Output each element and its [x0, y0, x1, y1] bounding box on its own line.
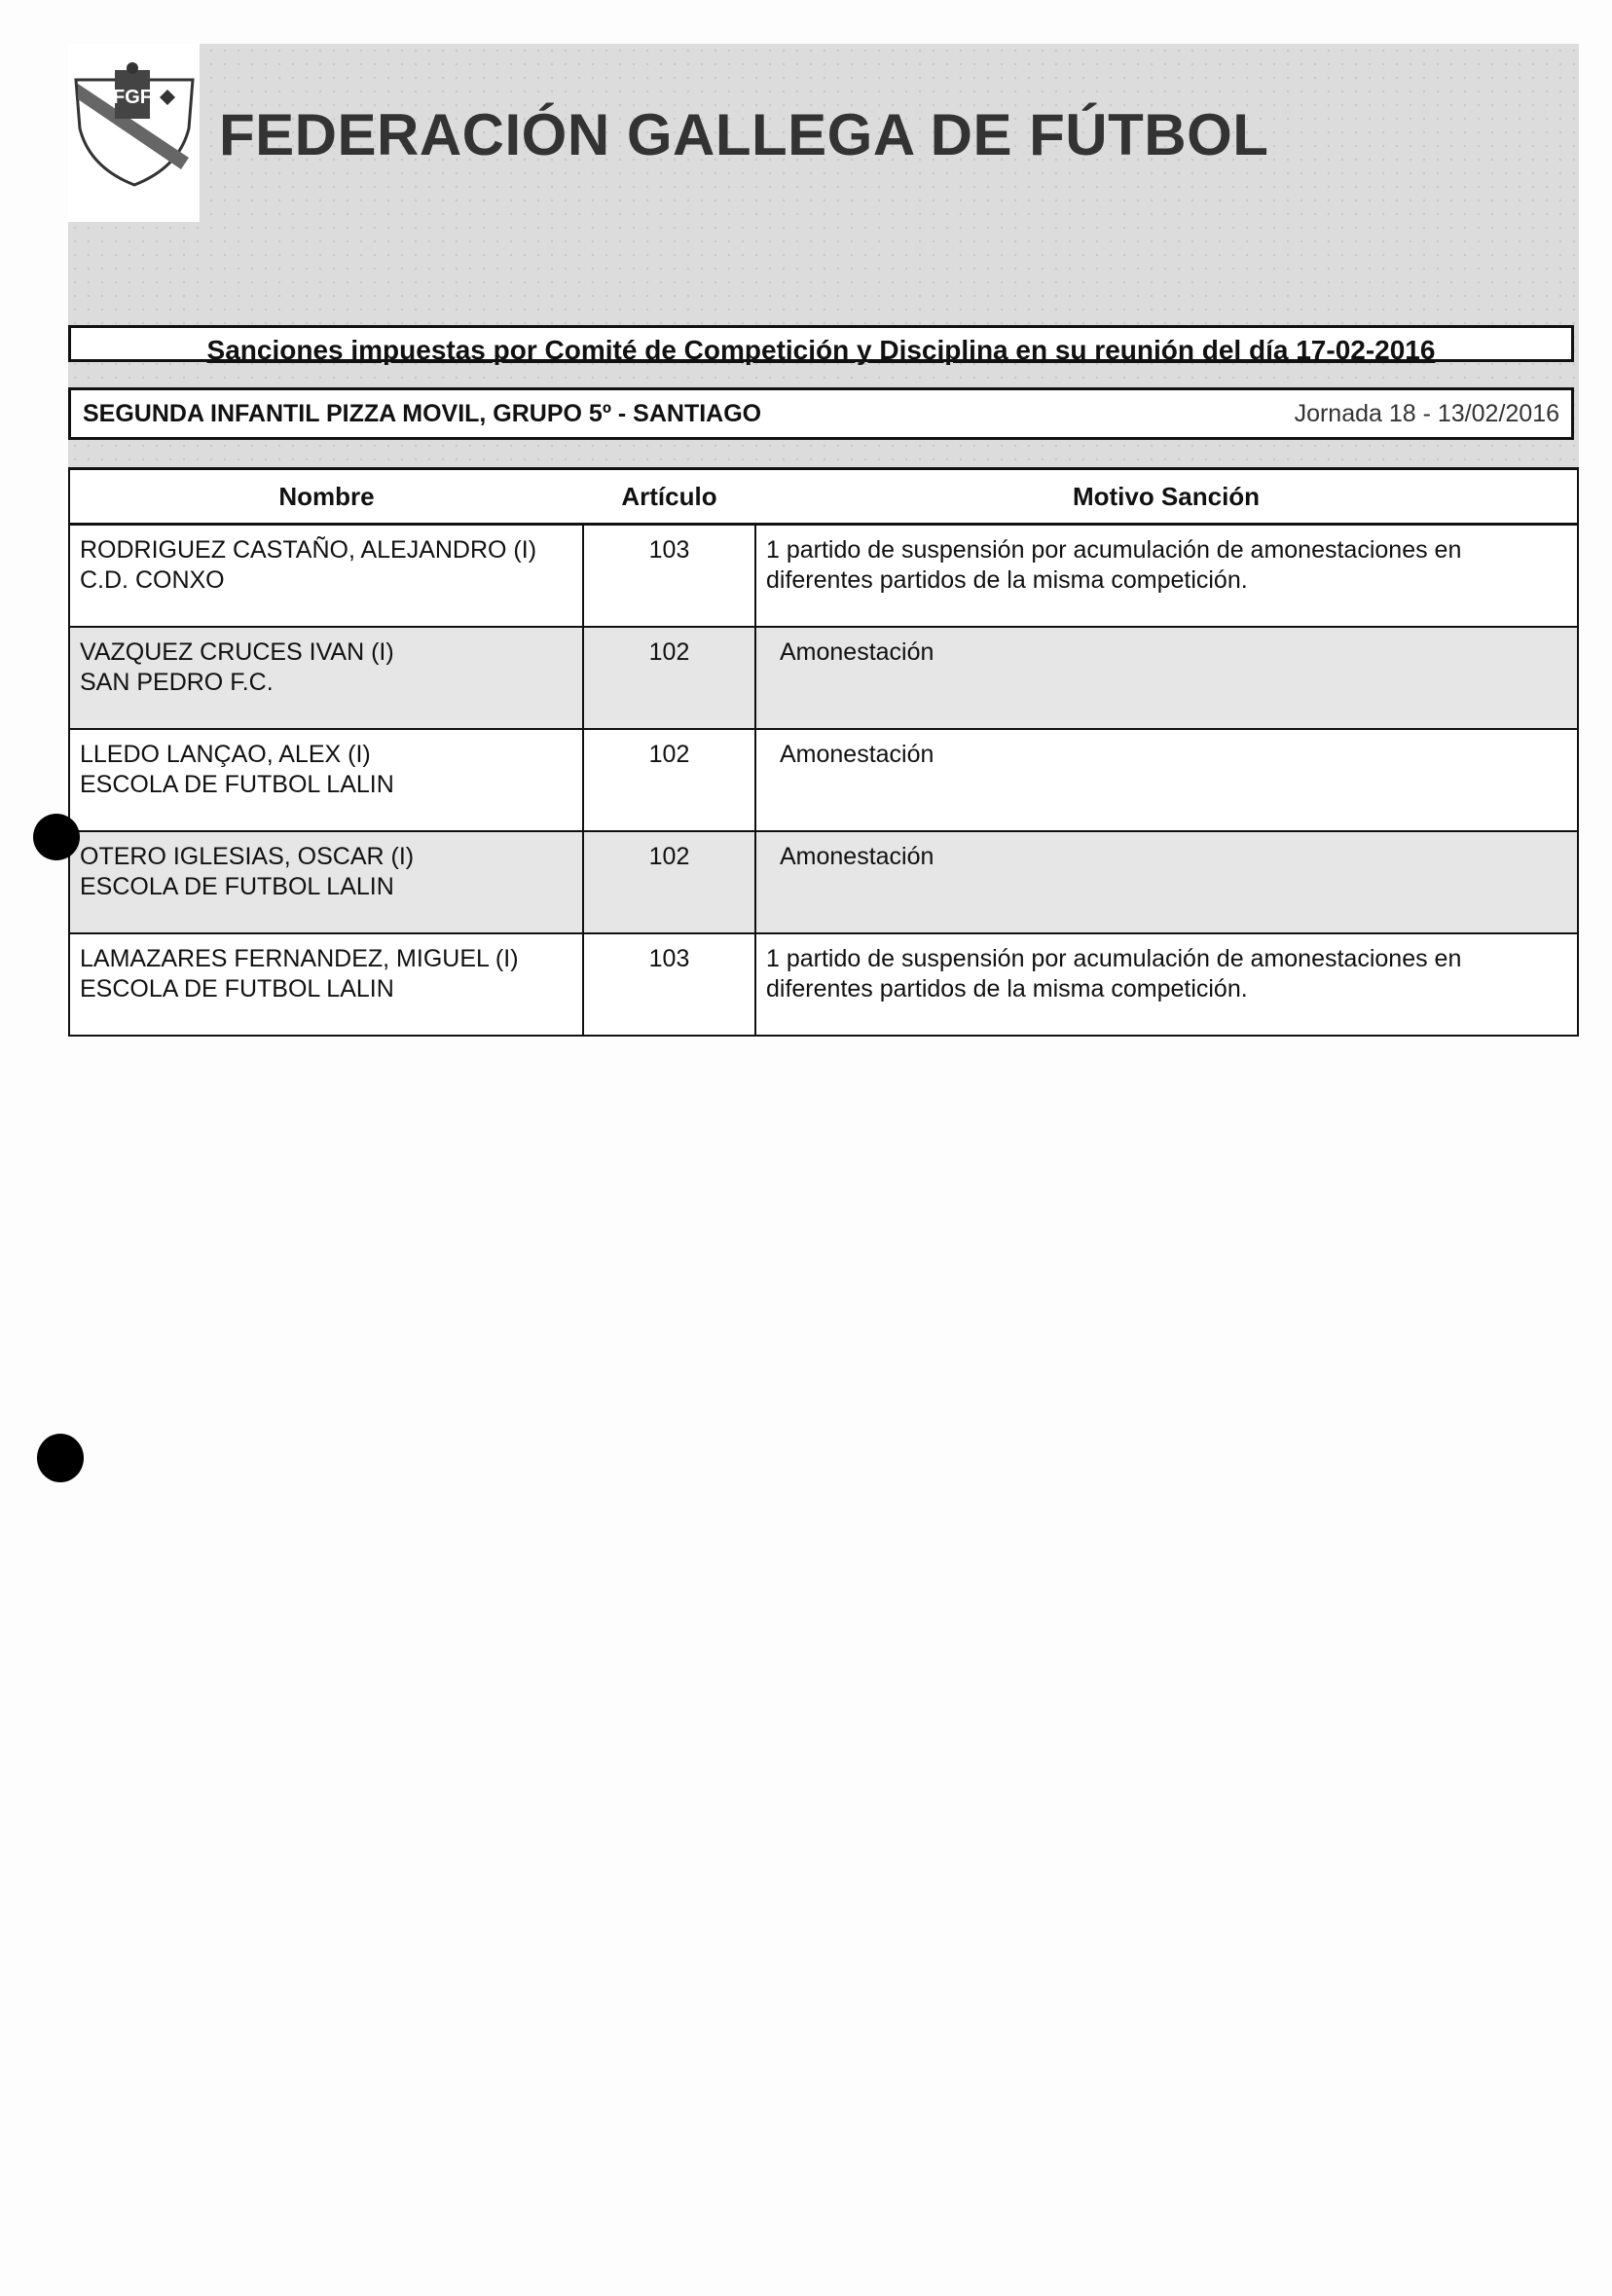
- player-name: VAZQUEZ CRUCES IVAN (I): [80, 638, 394, 666]
- sanctions-table: [68, 467, 1579, 1037]
- table-row: [69, 933, 1578, 1036]
- article-cell: 103: [583, 525, 755, 628]
- table-row: [69, 525, 1578, 628]
- player-name: LLEDO LANÇAO, ALEX (I): [80, 741, 371, 768]
- column-header-reason: Motivo Sanción: [755, 469, 1578, 525]
- player-cell: [69, 627, 583, 729]
- table-row: [69, 831, 1578, 933]
- reason-cell: Amonestación: [755, 627, 1578, 729]
- punch-hole-mark: [33, 814, 80, 860]
- reason-cell: 1 partido de suspensión por acumulación de amonestaciones en diferentes partidos de la misma competición.: [755, 525, 1578, 628]
- player-cell: [69, 525, 583, 628]
- player-name: OTERO IGLESIAS, OSCAR (I): [80, 843, 415, 870]
- table-row: [69, 627, 1578, 729]
- player-name: RODRIGUEZ CASTAÑO, ALEJANDRO (I): [80, 536, 537, 564]
- punch-hole-mark: [37, 1434, 84, 1482]
- article-cell: 102: [583, 627, 755, 729]
- player-cell: [69, 831, 583, 933]
- player-cell: [69, 729, 583, 831]
- club-name: SAN PEDRO F.C.: [80, 669, 274, 696]
- table-header-row: [69, 469, 1578, 525]
- club-name: ESCOLA DE FUTBOL LALIN: [80, 873, 394, 900]
- competition-name: SEGUNDA INFANTIL PIZZA MOVIL, GRUPO 5º - SANTIAGO: [83, 399, 762, 427]
- competition-box: [68, 387, 1574, 440]
- report-title: Sanciones impuestas por Comité de Competición y Disciplina en su reunión del día 17-02-2016: [206, 335, 1436, 365]
- reason-cell: Amonestación: [755, 831, 1578, 933]
- player-name: LAMAZARES FERNANDEZ, MIGUEL (I): [80, 945, 519, 972]
- reason-cell: Amonestación: [755, 729, 1578, 831]
- club-name: ESCOLA DE FUTBOL LALIN: [80, 771, 394, 798]
- federation-logo-icon: [72, 60, 197, 187]
- federation-title: FEDERACIÓN GALLEGA DE FÚTBOL: [219, 102, 1269, 167]
- club-name: ESCOLA DE FUTBOL LALIN: [80, 975, 394, 1002]
- player-cell: [69, 933, 583, 1036]
- club-name: C.D. CONXO: [80, 566, 225, 594]
- article-cell: 103: [583, 933, 755, 1036]
- article-cell: 102: [583, 831, 755, 933]
- column-header-name: Nombre: [69, 469, 583, 525]
- report-title-box: [68, 325, 1574, 365]
- round-date: Jornada 18 - 13/02/2016: [1294, 399, 1559, 427]
- reason-cell: 1 partido de suspensión por acumulación de amonestaciones en diferentes partidos de la misma competición.: [755, 933, 1578, 1036]
- article-cell: 102: [583, 729, 755, 831]
- table-row: [69, 729, 1578, 831]
- svg-text:FGF: FGF: [113, 87, 152, 108]
- column-header-article: Artículo: [583, 469, 755, 525]
